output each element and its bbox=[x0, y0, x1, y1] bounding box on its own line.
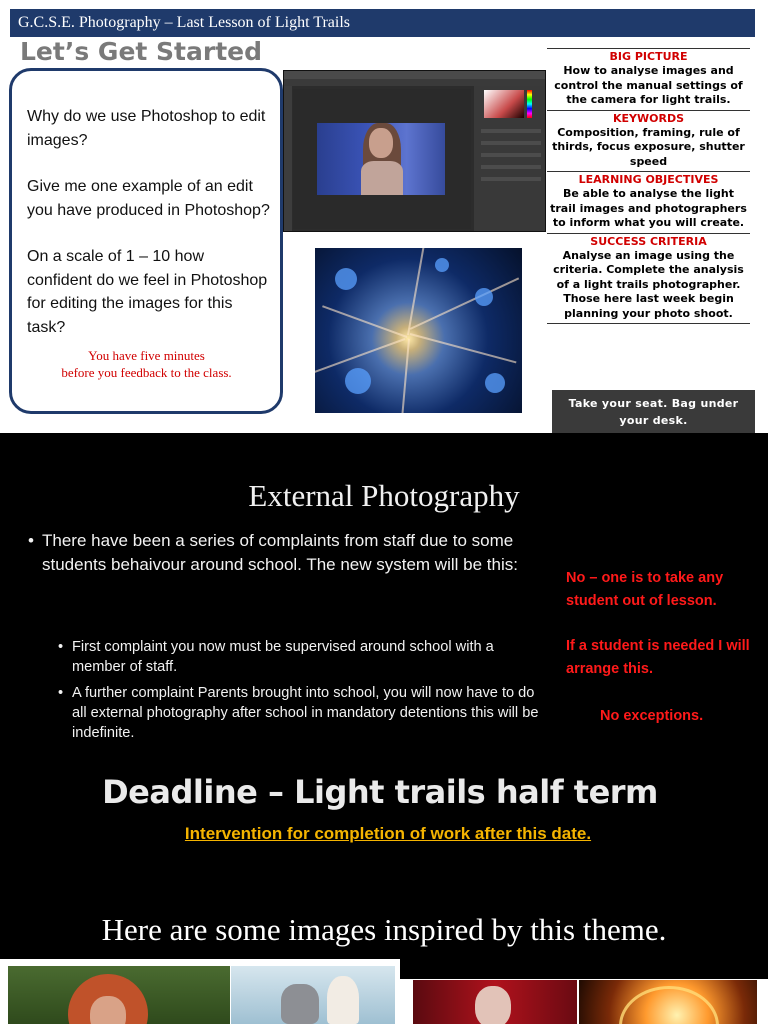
portrait-photo bbox=[317, 123, 445, 195]
intervention-note: Intervention for completion of work after this date. bbox=[184, 824, 592, 843]
success-criteria-text: Analyse an image using the criteria. Complete the analysis of a light trails photographer. Those here last week begin planning your photo shoot. bbox=[553, 248, 744, 320]
further-complaint-bullet bbox=[58, 683, 548, 743]
starter-questions-box bbox=[9, 68, 283, 414]
slide-lets-get-started bbox=[0, 0, 768, 433]
slide-external-photography bbox=[0, 433, 768, 900]
complaints-bullet bbox=[28, 529, 538, 577]
big-picture-section bbox=[547, 48, 750, 110]
slide-title-bar: G.C.S.E. Photography – Last Lesson of Light Trails bbox=[10, 9, 755, 37]
red-note-no-one: No – one is to take any student out of lesson. bbox=[566, 570, 724, 609]
keywords-section bbox=[547, 110, 750, 172]
red-curtain-portrait-image bbox=[413, 980, 577, 1024]
section-heading: Let’s Get Started bbox=[20, 37, 263, 66]
fire-ring-light-image bbox=[579, 980, 757, 1024]
big-picture-heading: BIG PICTURE bbox=[609, 50, 688, 63]
inspiration-caption: Here are some images inspired by this theme. bbox=[101, 912, 667, 947]
wolf-and-girl-snow-image bbox=[231, 966, 395, 1024]
question-3: On a scale of 1 – 10 how confident do we feel in Photoshop for editing the images for this task? bbox=[27, 248, 268, 336]
seat-instruction-box: Take your seat. Bag under your desk. bbox=[552, 390, 755, 433]
complaints-text: There have been a series of complaints from staff due to some students behaivour around school. The new system will be this: bbox=[42, 531, 518, 574]
external-photography-title: External Photography bbox=[248, 478, 520, 513]
learning-objectives-section bbox=[547, 171, 750, 233]
first-complaint-text: First complaint you now must be supervised around school with a member of staff. bbox=[72, 639, 494, 675]
success-criteria-heading: SUCCESS CRITERIA bbox=[590, 234, 707, 248]
red-note-arrange: If a student is needed I will arrange this. bbox=[566, 638, 750, 677]
first-complaint-bullet bbox=[58, 637, 548, 677]
photoshop-screenshot-image bbox=[283, 70, 546, 232]
question-1: Why do we use Photoshop to edit images? bbox=[27, 108, 266, 149]
further-complaint-text: A further complaint Parents brought into school, you will now have to do all external photography after school in mandatory detentions this will be indefinite. bbox=[72, 685, 539, 741]
success-criteria-section bbox=[547, 233, 750, 325]
slide-inspiration-images bbox=[0, 900, 768, 1024]
red-hood-portrait-image bbox=[8, 966, 230, 1024]
red-note-no-exceptions: No exceptions. bbox=[600, 708, 704, 724]
keywords-heading: KEYWORDS bbox=[612, 111, 684, 125]
bullet-dot-icon: • bbox=[58, 685, 64, 701]
light-trails-photo bbox=[315, 248, 522, 413]
time-note-line-1: You have five minutes bbox=[88, 348, 205, 363]
time-note-line-2: before you feedback to the class. bbox=[61, 365, 232, 380]
learning-objectives-heading: LEARNING OBJECTIVES bbox=[578, 173, 719, 186]
big-picture-text: How to analyse images and control the manual settings of the camera for light trails. bbox=[554, 64, 743, 106]
lesson-info-panel bbox=[547, 48, 750, 324]
keywords-text: Composition, framing, rule of thirds, focus exposure, shutter speed bbox=[552, 125, 745, 168]
deadline-heading: Deadline – Light trails half term bbox=[102, 773, 658, 811]
time-note bbox=[23, 347, 270, 381]
bullet-dot-icon: • bbox=[28, 531, 34, 550]
learning-objectives-text: Be able to analyse the light trail images and photographers to inform what you will create. bbox=[550, 187, 747, 229]
question-2: Give me one example of an edit you have produced in Photoshop? bbox=[27, 178, 270, 219]
bullet-dot-icon: • bbox=[58, 639, 64, 655]
